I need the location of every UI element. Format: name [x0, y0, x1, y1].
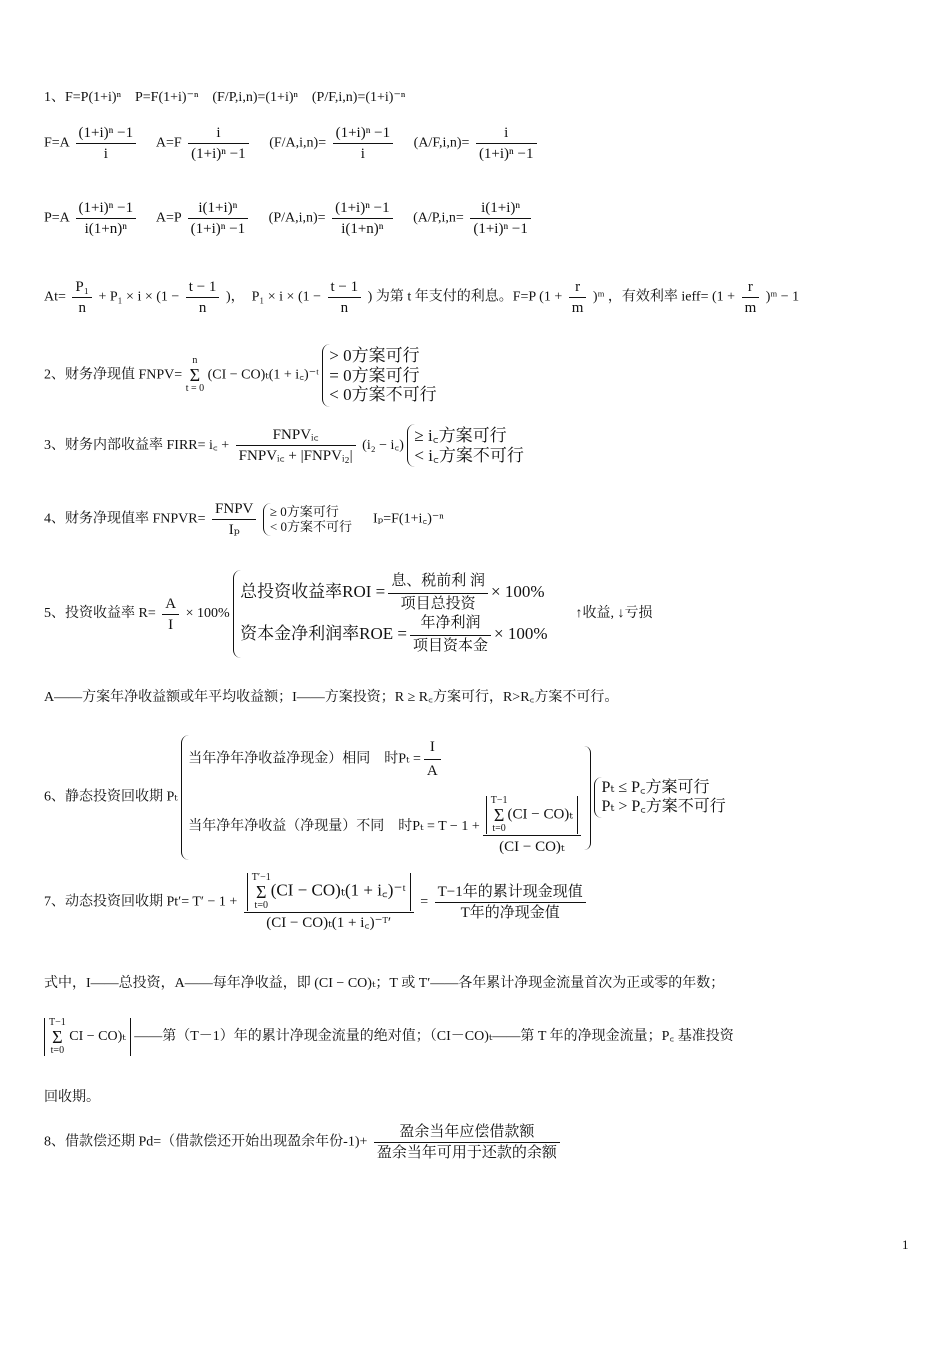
formula-fnpv	[44, 344, 437, 407]
formula-text: 1、F=P(1+i)ⁿ P=F(1+i)⁻ⁿ (F/P,i,n)=(1+i)ⁿ (P/F,i,n)=(1+i)⁻ⁿ	[44, 90, 406, 105]
formula-text: )， P₁ × i × (1 −	[225, 289, 322, 305]
variable-definitions-3	[44, 1090, 100, 1107]
formula-label: (A/P,i,n=	[413, 210, 464, 226]
condition-cases: ≥ i꜀方案可行 < i꜀方案不可行	[407, 424, 523, 467]
fraction: $\frac{\text{盈余当年应偿借款额}}{\text{盈余当年可用于还款的余额}}$	[374, 1123, 560, 1162]
formula-dynamic-payback	[44, 873, 589, 932]
formula-text: (i₂ − i꜀)	[362, 437, 404, 453]
formula-firr	[44, 424, 524, 467]
case-different: 当年净年净收益（净现量）不同 时Pₜ = T − 1 + T−1 Σ t=0(CI − CO)ₜ (CI − CO)ₜ	[188, 796, 584, 858]
fraction: $\frac{\text{FNPVᵢ꜀}}{\text{FNPVᵢ꜀ + |FNPVᵢ₂|}}$	[236, 426, 356, 465]
page-number: 1	[902, 1237, 909, 1252]
roe-case: 资本金净利润率ROE = $\frac{\text{年净利润}}{\text{项目资本金}}$ × 100%	[240, 615, 548, 654]
fraction: $\frac{\text{i(1+i)ⁿ}}{\text{(1+i)ⁿ −1}}$	[470, 199, 531, 238]
formula-text: − 1	[780, 289, 800, 305]
roi-case: 总投资收益率ROI = $\frac{\text{息、税前利 润}}{\text{项目总投资}}$ × 100%	[240, 573, 545, 612]
fraction: $\frac{r}{m}$	[742, 278, 760, 317]
formula-label: 8、借款偿还期 Pd=（借款偿还开始出现盈余年份-1)+	[44, 1134, 368, 1150]
formula-text: )	[367, 289, 373, 305]
note-text: 回收期。	[44, 1090, 100, 1105]
formula-annuity-present	[44, 199, 534, 238]
abs-sum: T−1 Σ t=0 CI − CO)ₜ	[44, 1018, 131, 1056]
fraction: $\frac{i}{\text{(1+i)ⁿ −1}}$	[476, 124, 537, 163]
variable-definitions-2	[44, 1018, 734, 1056]
condition-cases	[181, 735, 584, 860]
fraction: $\frac{\text{T−1年的累计现金现值}}{\text{T年的净现金值}}$	[435, 883, 586, 922]
result-cases: Pₜ ≤ P꜀方案可行 Pₜ > P꜀方案不可行	[594, 777, 725, 818]
fraction: $\frac{i}{\text{(1+i)ⁿ −1}}$	[188, 124, 249, 163]
fraction: T′−1 Σ t=0(CI − CO)ₜ(1 + i꜀)⁻ᵗ (CI − CO)ₜ(1 + i꜀)⁻ᵀ′	[244, 873, 414, 932]
formula-text: Iₚ=F(1+i꜀)⁻ⁿ	[372, 511, 444, 527]
sigma-symbol: n Σ t = 0	[185, 355, 205, 395]
formula-text: )ᵐ	[765, 289, 778, 305]
formula-label: 2、财务净现值 FNPV=	[44, 367, 183, 383]
roi-note	[44, 690, 618, 707]
formula-annuity-future	[44, 124, 540, 163]
formula-label: 3、财务内部收益率 FIRR=	[44, 437, 206, 453]
formula-label: 6、静态投资回收期 Pₜ	[44, 789, 178, 805]
formula-text: × 100%	[185, 606, 230, 622]
fraction: $\frac{\text{FNPV}}{\text{Iₚ}}$	[212, 500, 256, 539]
formula-label: (F/A,i,n)=	[269, 135, 327, 151]
fraction: $\frac{\text{P₁}}{n}$	[72, 278, 92, 317]
formula-roi	[44, 570, 653, 658]
formula-label: A=P	[155, 210, 182, 226]
condition-cases: > 0方案可行 = 0方案可行 < 0方案不可行	[322, 344, 436, 407]
formula-text: 为第 t 年支付的利息。F=P	[375, 289, 536, 305]
formula-text: + P₁ × i × (1 −	[98, 289, 180, 305]
formula-label: F=A	[44, 135, 70, 151]
variable-definitions	[44, 976, 724, 993]
formula-text: (1 +	[712, 289, 736, 305]
condition-cases	[233, 570, 547, 658]
fraction: $\frac{A}{I}$	[162, 595, 179, 634]
formula-text: (1 +	[539, 289, 563, 305]
formula-label: (A/F,i,n)=	[413, 135, 470, 151]
note-text: A——方案年净收益额或年平均收益额；I——方案投资；R ≥ R꜀方案可行，R>R꜀方案不可行。	[44, 690, 619, 705]
fraction: $\frac{r}{m}$	[569, 278, 587, 317]
formula-note: ↑收益, ↓亏损	[575, 606, 653, 622]
note-text: ——第（T－1）年的累计净现金流量的绝对值；（CI－CO)ₜ——第 T 年的净现金流量；P꜀ 基准投资	[134, 1029, 734, 1045]
formula-interest-payment	[44, 278, 799, 317]
formula-label: 5、投资收益率 R=	[44, 606, 156, 622]
formula-text: )ᵐ	[592, 289, 605, 305]
fraction: $\frac{t - 1}{n}$	[186, 278, 220, 317]
formula-static-payback	[44, 735, 726, 860]
formula-label: 4、财务净现值率 FNPVR=	[44, 511, 206, 527]
formula-label: At=	[44, 289, 66, 305]
case-same: 当年净年净收益净现金）相同 时Pₜ = $\frac{I}{A}$	[188, 737, 584, 782]
formula-label: P=A	[44, 210, 70, 226]
right-brace	[584, 746, 591, 850]
formula-text: i꜀ +	[209, 437, 230, 453]
fraction: $\frac{\text{(1+i)ⁿ −1}}{i}$	[76, 124, 137, 163]
fraction: $\frac{\text{(1+i)ⁿ −1}}{\text{i(1+n)ⁿ}}$	[76, 199, 137, 238]
fraction: $\frac{\text{(1+i)ⁿ −1}}{i}$	[333, 124, 394, 163]
note-text: 式中，I——总投资，A——每年净收益，即 (CI − CO)ₜ；T 或 T′——各年累计净现金流量首次为正或零的年数；	[44, 976, 725, 991]
formula-label: (P/A,i,n)=	[268, 210, 326, 226]
condition-cases: ≥ 0方案可行 < 0方案不可行	[263, 503, 352, 536]
formula-compound-interest	[44, 90, 405, 107]
fraction: $\frac{\text{i(1+i)ⁿ}}{\text{(1+i)ⁿ −1}}$	[188, 199, 249, 238]
formula-label: 7、动态投资回收期 Pt′= T′ − 1 +	[44, 894, 238, 910]
formula-text: =	[420, 894, 429, 910]
formula-text: ，有效利率 ieff=	[607, 289, 709, 305]
formula-text: (CI − CO)ₜ(1 + i꜀)⁻ᵗ	[207, 367, 319, 383]
fraction: $\frac{\text{(1+i)ⁿ −1}}{\text{i(1+n)ⁿ}}$	[332, 199, 393, 238]
formula-fnpvr	[44, 500, 444, 539]
formula-label: A=F	[155, 135, 182, 151]
fraction: $\frac{t - 1}{n}$	[328, 278, 362, 317]
formula-loan-repayment	[44, 1123, 563, 1162]
